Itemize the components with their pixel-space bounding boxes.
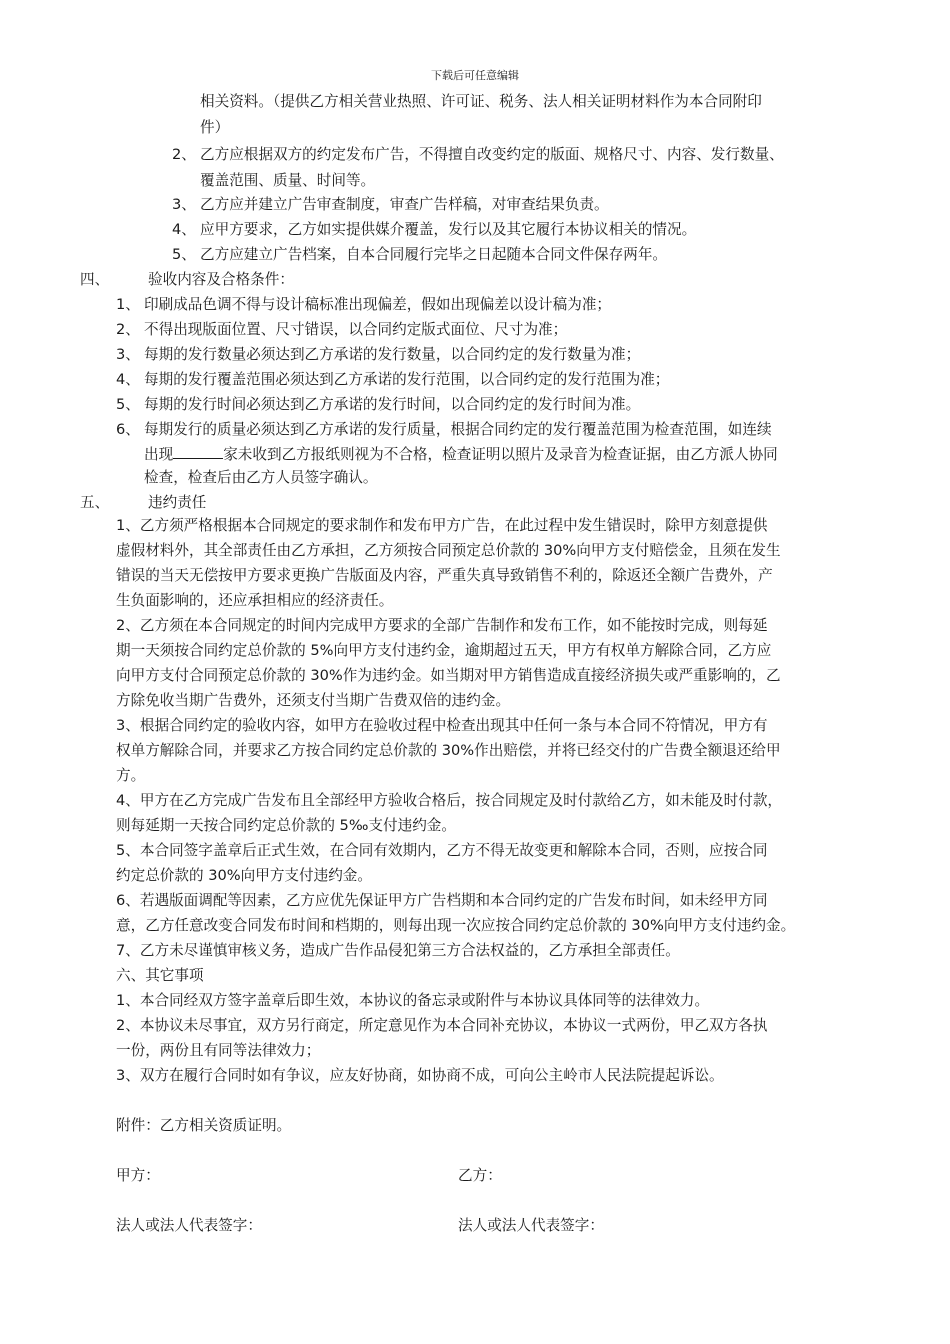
s5-line: 方。	[116, 767, 146, 784]
s6-line: 2、本协议未尽事宜，双方另行商定，所定意见作为本合同补充协议，本协议一式两份，甲乙双方各执	[116, 1017, 768, 1034]
s4-title: 验收内容及合格条件：	[148, 271, 294, 288]
s5-line: 7、乙方未尽谨慎审核义务，造成广告作品侵犯第三方合法权益的，乙方承担全部责任。	[116, 942, 680, 959]
s5-line: 向甲方支付合同预定总价款的 30%作为违约金。如当期对甲方销售造成直接经济损失或严重影响的，乙	[116, 667, 781, 684]
s5-line: 方除免收当期广告费外，还须支付当期广告费双倍的违约金。	[116, 692, 511, 709]
s5-line: 约定总价款的 30%向甲方支付违约金。	[116, 867, 372, 884]
s5-line: 2、乙方须在本合同规定的时间内完成甲方要求的全部广告制作和发布工作，如不能按时完成，则每延	[116, 617, 768, 634]
s5-line: 则每延期一天按合同约定总价款的 5‰支付违约金。	[116, 817, 456, 834]
s3-item2-num: 2、	[172, 146, 196, 163]
s3-item5-num: 5、	[172, 246, 196, 263]
s3-item1-line1: 相关资料。（提供乙方相关营业热照、许可证、税务、法人相关证明材料作为本合同附印	[200, 93, 762, 110]
s3-item3-line1: 乙方应并建立广告审查制度，审查广告样稿，对审查结果负责。	[200, 196, 609, 213]
party-b-label: 乙方：	[458, 1167, 502, 1184]
s6-title: 六、其它事项	[116, 967, 204, 984]
s4-item6-line2	[144, 444, 778, 465]
s3-item4-line1: 应甲方要求，乙方如实提供媒介覆盖，发行以及其它履行本协议相关的情况。	[200, 221, 697, 238]
s4-item3-text: 每期的发行数量必须达到乙方承诺的发行数量，以合同约定的发行数量为准；	[144, 346, 641, 363]
s5-num: 五、	[80, 494, 110, 511]
party-a-label: 甲方：	[116, 1167, 160, 1184]
s3-item1-line2: 件）	[200, 119, 230, 136]
s3-item5-line1: 乙方应建立广告档案，自本合同履行完毕之日起随本合同文件保存两年。	[200, 246, 668, 263]
s4-item6-line2-start: 出现	[144, 446, 174, 463]
party-b-rep-signature: 法人或法人代表签字：	[458, 1217, 604, 1234]
s4-item6-num: 6、	[116, 421, 140, 438]
s4-item4-text: 每期的发行覆盖范围必须达到乙方承诺的发行范围，以合同约定的发行范围为准；	[144, 371, 670, 388]
s5-line: 6、若遇版面调配等因素，乙方应优先保证甲方广告档期和本合同约定的广告发布时间，如未经甲方同	[116, 892, 768, 909]
s5-line: 虚假材料外，其全部责任由乙方承担，乙方须按合同预定总价款的 30%向甲方支付赔偿金，且须在发生	[116, 542, 781, 559]
s3-item4-num: 4、	[172, 221, 196, 238]
s3-item2-line1: 乙方应根据双方的约定发布广告，不得擅自改变约定的版面、规格尺寸、内容、发行数量、	[200, 146, 784, 163]
s6-line: 1、本合同经双方签字盖章后即生效，本协议的备忘录或附件与本协议具体同等的法律效力。	[116, 992, 710, 1009]
fill-in-blank	[173, 444, 223, 459]
s3-item3-num: 3、	[172, 196, 196, 213]
s5-line: 生负面影响的，还应承担相应的经济责任。	[116, 592, 394, 609]
s4-item6-line2-end: 家未收到乙方报纸则视为不合格，检查证明以照片及录音为检查证据，由乙方派人协同	[223, 446, 778, 463]
s4-item1-text: 印刷成品色调不得与设计稿标准出现偏差，假如出现偏差以设计稿为准；	[144, 296, 612, 313]
s5-line: 错误的当天无偿按甲方要求更换广告版面及内容，严重失真导致销售不利的，除返还全额广告费外，产	[116, 567, 773, 584]
s5-line: 意，乙方任意改变合同发布时间和档期的，则每出现一次应按合同约定总价款的 30%向甲方支付违约金。	[116, 917, 796, 934]
s4-item2-text: 不得出现版面位置、尺寸错误，以合同约定版式面位、尺寸为准；	[144, 321, 568, 338]
s6-line: 一份，两份且有同等法律效力；	[116, 1042, 321, 1059]
s4-item3-num: 3、	[116, 346, 140, 363]
s4-item4-num: 4、	[116, 371, 140, 388]
attachment-note: 附件：乙方相关资质证明。	[116, 1117, 292, 1134]
s5-line: 5、本合同签字盖章后正式生效，在合同有效期内，乙方不得无故变更和解除本合同，否则，应按合同	[116, 842, 768, 859]
s5-line: 3、根据合同约定的验收内容，如甲方在验收过程中检查出现其中任何一条与本合同不符情况，甲方有	[116, 717, 768, 734]
s3-item2-line2: 覆盖范围、质量、时间等。	[200, 172, 376, 189]
s5-title: 违约责任	[148, 494, 207, 511]
s4-item6-line1: 每期发行的质量必须达到乙方承诺的发行质量，根据合同约定的发行覆盖范围为检查范围，如连续	[144, 421, 772, 438]
s4-item2-num: 2、	[116, 321, 140, 338]
s4-item6-line3: 检查，检查后由乙方人员签字确认。	[144, 469, 378, 486]
s5-line: 期一天须按合同约定总价款的 5%向甲方支付违约金，逾期超过五天，甲方有权单方解除合同，乙方应	[116, 642, 772, 659]
s5-line: 权单方解除合同，并要求乙方按合同约定总价款的 30%作出赔偿，并将已经交付的广告费全额退还给甲	[116, 742, 781, 759]
s4-item1-num: 1、	[116, 296, 140, 313]
s4-item5-text: 每期的发行时间必须达到乙方承诺的发行时间，以合同约定的发行时间为准。	[144, 396, 641, 413]
s5-line: 4、甲方在乙方完成广告发布且全部经甲方验收合格后，按合同规定及时付款给乙方，如未能及时付款，	[116, 792, 783, 809]
s6-line: 3、双方在履行合同时如有争议，应友好协商，如协商不成，可向公主岭市人民法院提起诉讼。	[116, 1067, 724, 1084]
party-a-rep-signature: 法人或法人代表签字：	[116, 1217, 262, 1234]
page-header: 下载后可任意编辑	[431, 69, 519, 82]
s5-line: 1、乙方须严格根据本合同规定的要求制作和发布甲方广告，在此过程中发生错误时，除甲方刻意提供	[116, 517, 768, 534]
s4-num: 四、	[80, 271, 110, 288]
s4-item5-num: 5、	[116, 396, 140, 413]
